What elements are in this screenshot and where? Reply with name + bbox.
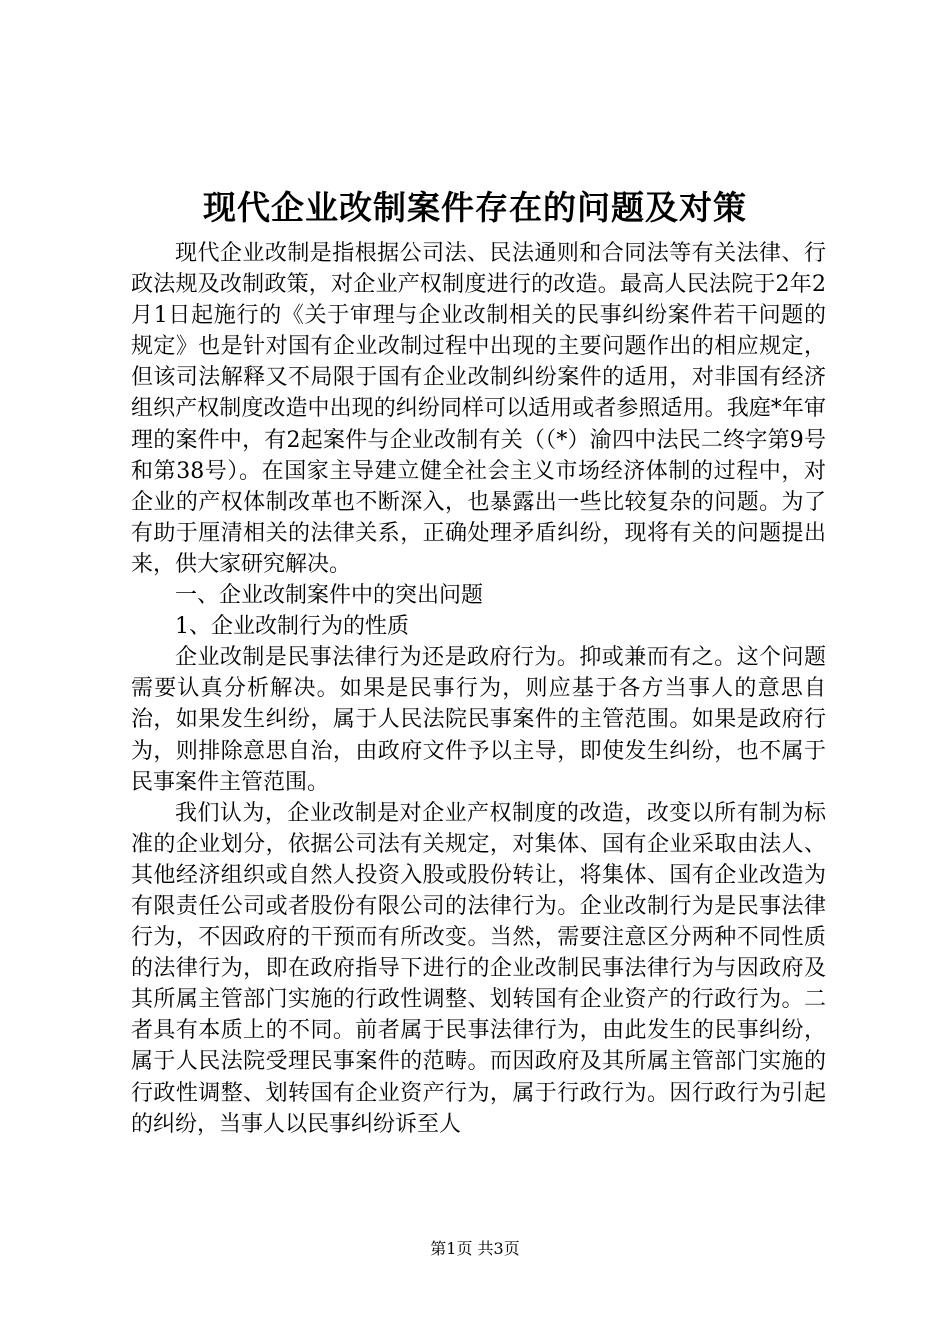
paragraph-analysis: 我们认为，企业改制是对企业产权制度的改造，改变以所有制为标准的企业划分，依据公司法有关规定，对集体、国有企业采取由法人、其他经济组织或自然人投资入股或股份转让，将集体、国有企业改造为有限责任公司或者股份有限公司的法律行为。企业改制行为是民事法律行为，不因政府的干预而有所改变。当然，需要注意区分两种不同性质的法律行为，即在政府指导下进行的企业改制民事法律行为与因政府及其所属主管部门实施的行政性调整、划转国有企业资产的行政行为。二者具有本质上的不同。前者属于民事法律行为，由此发生的民事纠纷，属于人民法院受理民事案件的范畴。而因政府及其所属主管部门实施的行政性调整、划转国有企业资产行为，属于行政行为。因行政行为引起的纠纷，当事人以民事纠纷诉至人: [131, 800, 826, 1137]
page-footer: 第1页 共3页: [430, 1239, 520, 1258]
paragraph-question: 企业改制是民事法律行为还是政府行为。抑或兼而有之。这个问题需要认真分析解决。如果是民事行为，则应基于各方当事人的意思自治，如果发生纠纷，属于人民法院民事案件的主管范围。如果是政府行为，则排除意思自治，由政府文件予以主导，即使发生纠纷，也不属于民事案件主管范围。: [131, 645, 826, 795]
section-heading: 一、企业改制案件中的突出问题: [175, 583, 484, 609]
document-body: [131, 238, 826, 1140]
subsection-heading: 1、企业改制行为的性质: [175, 614, 409, 640]
paragraph-intro: 现代企业改制是指根据公司法、民法通则和合同法等有关法律、行政法规及改制政策，对企业产权制度进行的改造。最高人民法院于2年2月1日起施行的《关于审理与企业改制相关的民事纠纷案件若干问题的规定》也是针对国有企业改制过程中出现的主要问题作出的相应规定，但该司法解释又不局限于国有企业改制纠纷案件的适用，对非国有经济组织产权制度改造中出现的纠纷同样可以适用或者参照适用。我庭*年审理的案件中，有2起案件与企业改制有关（（*）渝四中法民二终字第9号和第38号）。在国家主导建立健全社会主义市场经济体制的过程中，对企业的产权体制改革也不断深入，也暴露出一些比较复杂的问题。为了有助于厘清相关的法律关系，正确处理矛盾纠纷，现将有关的问题提出来，供大家研究解决。: [131, 241, 826, 577]
document-title: 现代企业改制案件存在的问题及对策: [203, 188, 747, 227]
